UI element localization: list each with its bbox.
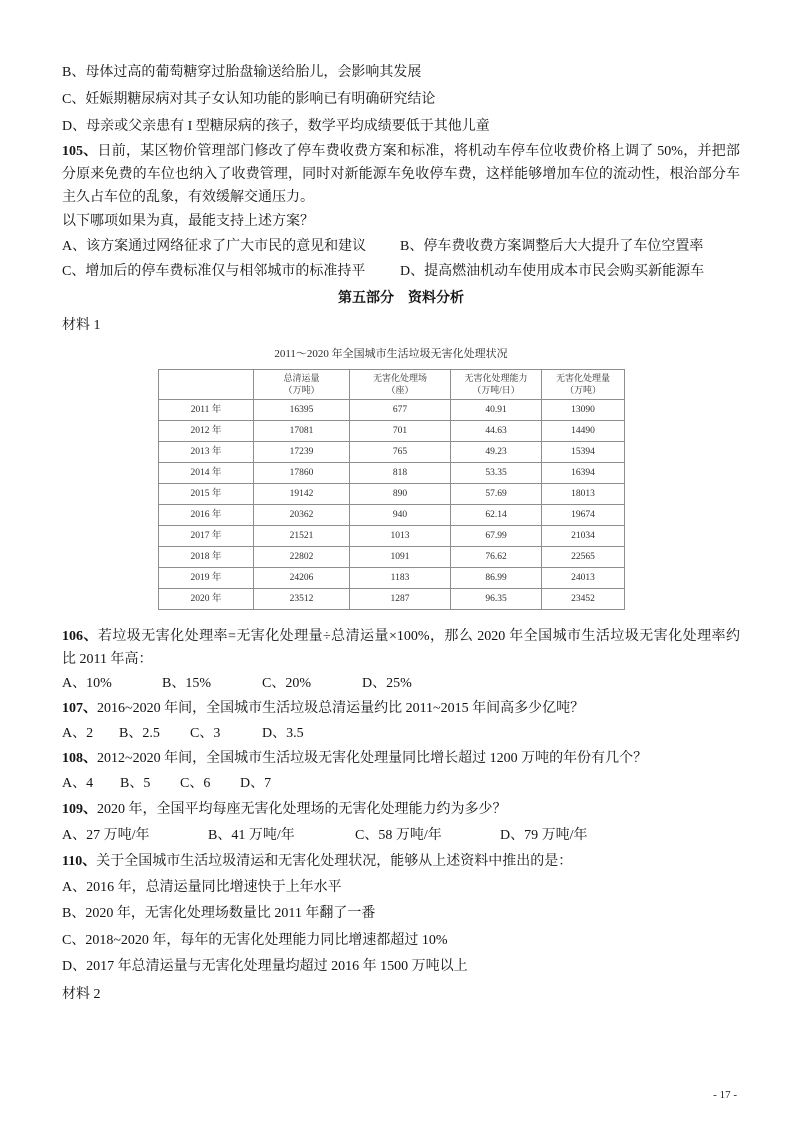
option-c: C、58 万吨/年 xyxy=(355,827,442,843)
column-header-treatment-volume xyxy=(542,369,625,399)
prev-question-option-b: B、母体过高的葡萄糖穿过胎盘输送给胎儿，会影响其发展 xyxy=(62,64,422,80)
question-109 xyxy=(62,797,740,849)
question-106-stem-text: 若垃圾无害化处理率=无害化处理量÷总清运量×100%，那么 2020 年全国城市生活垃圾无害化处理率约 xyxy=(97,628,740,644)
material-1-label: 材料 1 xyxy=(62,317,101,333)
question-109-stem xyxy=(62,797,740,823)
question-105-stem-line xyxy=(62,140,740,163)
table-cell: 86.99 xyxy=(451,567,542,588)
row-year-cell: 2017 年 xyxy=(159,525,254,546)
question-109-stem-text: 2020 年，全国平均每座无害化处理场的无害化处理能力约为多少？ xyxy=(97,801,507,817)
table-title: 2011～2020 年全国城市生活垃圾无害化处理状况 xyxy=(274,347,508,360)
column-header-total-collection xyxy=(254,369,350,399)
option-c: C、6 xyxy=(180,775,211,791)
table-row xyxy=(159,462,625,483)
question-105-stem-line: 分原来免费的车位也纳入了收费管理，同时对新能源车免收停车费，这样能够增加车位的流动性，根治部分车 xyxy=(62,166,740,182)
table-cell: 17860 xyxy=(254,462,350,483)
table-cell: 890 xyxy=(350,483,451,504)
option-d: D、7 xyxy=(240,775,272,791)
option-c: C、3 xyxy=(190,725,221,741)
column-header-name: 无害化处理能力 xyxy=(464,373,528,383)
option-d: D、3.5 xyxy=(262,725,304,741)
option-b: B、停车费收费方案调整后大大提升了车位空置率 xyxy=(400,238,704,254)
option-d: D、提高燃油机动车使用成本市民会购买新能源车 xyxy=(400,263,705,279)
row-year-cell: 2018 年 xyxy=(159,546,254,567)
question-number: 105、 xyxy=(62,143,98,159)
option-b: B、2020 年，无害化处理场数量比 2011 年翻了一番 xyxy=(62,906,376,921)
question-106-stem-line: 比 2011 年高： xyxy=(62,651,153,667)
table-cell: 818 xyxy=(350,462,451,483)
option-b: B、41 万吨/年 xyxy=(208,827,295,843)
column-header-treatment-plants xyxy=(350,369,451,399)
table-cell: 22802 xyxy=(254,546,350,567)
column-header-name: 无害化处理量 xyxy=(555,373,610,383)
table-cell: 18013 xyxy=(542,483,625,504)
column-header-name: 无害化处理场 xyxy=(372,373,427,383)
column-header-treatment-capacity xyxy=(451,369,542,399)
table-cell: 1287 xyxy=(350,588,451,609)
question-108-options-row xyxy=(62,771,740,797)
table-row xyxy=(159,420,625,441)
table-corner-cell xyxy=(159,369,254,399)
page-number: - 17 - xyxy=(713,1089,737,1101)
table-cell: 1183 xyxy=(350,567,451,588)
question-number: 108、 xyxy=(62,750,97,766)
table-header-row xyxy=(159,369,625,399)
row-year-cell: 2013 年 xyxy=(159,441,254,462)
table-row xyxy=(159,588,625,609)
table-cell: 16394 xyxy=(542,462,625,483)
option-b: B、5 xyxy=(120,775,151,791)
table-row xyxy=(159,441,625,462)
row-year-cell: 2016 年 xyxy=(159,504,254,525)
option-a: A、该方案通过网络征求了广大市民的意见和建议 xyxy=(62,238,367,254)
table-cell: 17239 xyxy=(254,441,350,462)
table-cell: 16395 xyxy=(254,399,350,420)
table-cell: 14490 xyxy=(542,420,625,441)
table-cell: 21521 xyxy=(254,525,350,546)
table-cell: 1091 xyxy=(350,546,451,567)
question-110-stem-text: 关于全国城市生活垃圾清运和无害化处理状况，能够从上述资料中推出的是： xyxy=(96,853,573,869)
table-cell: 19674 xyxy=(542,504,625,525)
option-a: A、10% xyxy=(62,675,112,691)
table-row xyxy=(159,525,625,546)
option-c: C、2018~2020 年，每年的无害化处理能力同比增速都超过 10% xyxy=(62,932,448,948)
table-row xyxy=(159,483,625,504)
table-cell: 15394 xyxy=(542,441,625,462)
row-year-cell: 2015 年 xyxy=(159,483,254,504)
question-107-options-row xyxy=(62,721,740,746)
question-105-options-row xyxy=(62,234,740,259)
table-cell: 677 xyxy=(350,399,451,420)
table-cell: 1013 xyxy=(350,525,451,546)
question-108-stem xyxy=(62,746,740,771)
option-a: A、27 万吨/年 xyxy=(62,827,150,843)
material-2-label: 材料 2 xyxy=(62,986,101,1002)
table-cell: 49.23 xyxy=(451,441,542,462)
table-cell: 96.35 xyxy=(451,588,542,609)
question-number: 110、 xyxy=(62,853,97,869)
row-year-cell: 2019 年 xyxy=(159,567,254,588)
table-cell: 19142 xyxy=(254,483,350,504)
row-year-cell: 2012 年 xyxy=(159,420,254,441)
page-content xyxy=(62,59,740,1008)
question-106-stem-line xyxy=(62,625,740,648)
option-d: D、2017 年总清运量与无害化处理量均超过 2016 年 1500 万吨以上 xyxy=(62,959,468,974)
option-a: A、2016 年，总清运量同比增速快于上年水平 xyxy=(62,879,342,895)
table-cell: 21034 xyxy=(542,525,625,546)
table-row xyxy=(159,546,625,567)
table-cell: 701 xyxy=(350,420,451,441)
table-row xyxy=(159,399,625,420)
table-cell: 13090 xyxy=(542,399,625,420)
option-c: C、增加后的停车费标准仅与相邻城市的标准持平 xyxy=(62,263,366,279)
table-cell: 20362 xyxy=(254,504,350,525)
option-a: A、2 xyxy=(62,725,94,741)
question-107 xyxy=(62,696,740,746)
question-106 xyxy=(62,625,740,696)
question-110-stem xyxy=(62,849,740,875)
question-109-options-row xyxy=(62,823,740,849)
table-cell: 57.69 xyxy=(451,483,542,504)
column-header-unit: （万吨） xyxy=(564,385,601,395)
table-cell: 53.35 xyxy=(451,462,542,483)
table-cell: 76.62 xyxy=(451,546,542,567)
table-cell: 23452 xyxy=(542,588,625,609)
option-d: D、25% xyxy=(362,675,412,691)
question-105-stem-text: 日前，某区物价管理部门修改了停车费收费方案和标准，将机动车停车位收费价格上调了 50%，并把部 xyxy=(97,143,740,159)
option-b: B、2.5 xyxy=(119,725,160,741)
prev-question-option-d: D、母亲或父亲患有 I 型糖尿病的孩子，数学平均成绩要低于其他儿童 xyxy=(62,118,490,134)
table-cell: 24013 xyxy=(542,567,625,588)
column-header-name: 总清运量 xyxy=(283,373,320,383)
option-d: D、79 万吨/年 xyxy=(500,827,588,843)
table-cell: 24206 xyxy=(254,567,350,588)
question-107-stem-text: 2016~2020 年间，全国城市生活垃圾总清运量约比 2011~2015 年间高多少亿吨？ xyxy=(97,700,585,716)
question-108-stem-text: 2012~2020 年间，全国城市生活垃圾无害化处理量同比增长超过 1200 万吨的年份有几个？ xyxy=(97,750,648,766)
option-b: B、15% xyxy=(162,675,211,691)
table-cell: 765 xyxy=(350,441,451,462)
table-cell: 22565 xyxy=(542,546,625,567)
garbage-treatment-table xyxy=(158,369,625,610)
table-cell: 940 xyxy=(350,504,451,525)
table-cell: 40.91 xyxy=(451,399,542,420)
question-number: 107、 xyxy=(62,700,97,716)
table-cell: 67.99 xyxy=(451,525,542,546)
question-108 xyxy=(62,746,740,797)
option-a: A、4 xyxy=(62,775,94,791)
table-cell: 17081 xyxy=(254,420,350,441)
table-figure xyxy=(158,339,624,610)
row-year-cell: 2011 年 xyxy=(159,399,254,420)
question-107-stem xyxy=(62,696,740,721)
question-106-options-row xyxy=(62,671,740,696)
prev-question-option-c: C、妊娠期糖尿病对其子女认知功能的影响已有明确研究结论 xyxy=(62,91,436,107)
table-cell: 62.14 xyxy=(451,504,542,525)
row-year-cell: 2014 年 xyxy=(159,462,254,483)
table-cell: 23512 xyxy=(254,588,350,609)
option-c: C、20% xyxy=(262,675,311,691)
table-row xyxy=(159,504,625,525)
question-number: 106、 xyxy=(62,628,98,644)
row-year-cell: 2020 年 xyxy=(159,588,254,609)
question-110 xyxy=(62,849,740,981)
question-105-prompt: 以下哪项如果为真，最能支持上述方案？ xyxy=(62,213,314,229)
section-title: 第五部分 资料分析 xyxy=(338,290,464,306)
column-header-unit: （万吨/日） xyxy=(472,385,520,395)
table-header xyxy=(159,369,625,399)
material-1-figure xyxy=(62,339,740,625)
question-number: 109、 xyxy=(62,801,97,817)
column-header-unit: （万吨） xyxy=(283,385,320,395)
column-header-unit: （座） xyxy=(386,385,414,395)
question-105-options-row xyxy=(62,259,740,285)
table-body xyxy=(159,399,625,609)
question-105 xyxy=(62,140,740,285)
question-105-stem-line: 主久占车位的乱象，有效缓解交通压力。 xyxy=(62,189,314,205)
table-row xyxy=(159,567,625,588)
table-cell: 44.63 xyxy=(451,420,542,441)
